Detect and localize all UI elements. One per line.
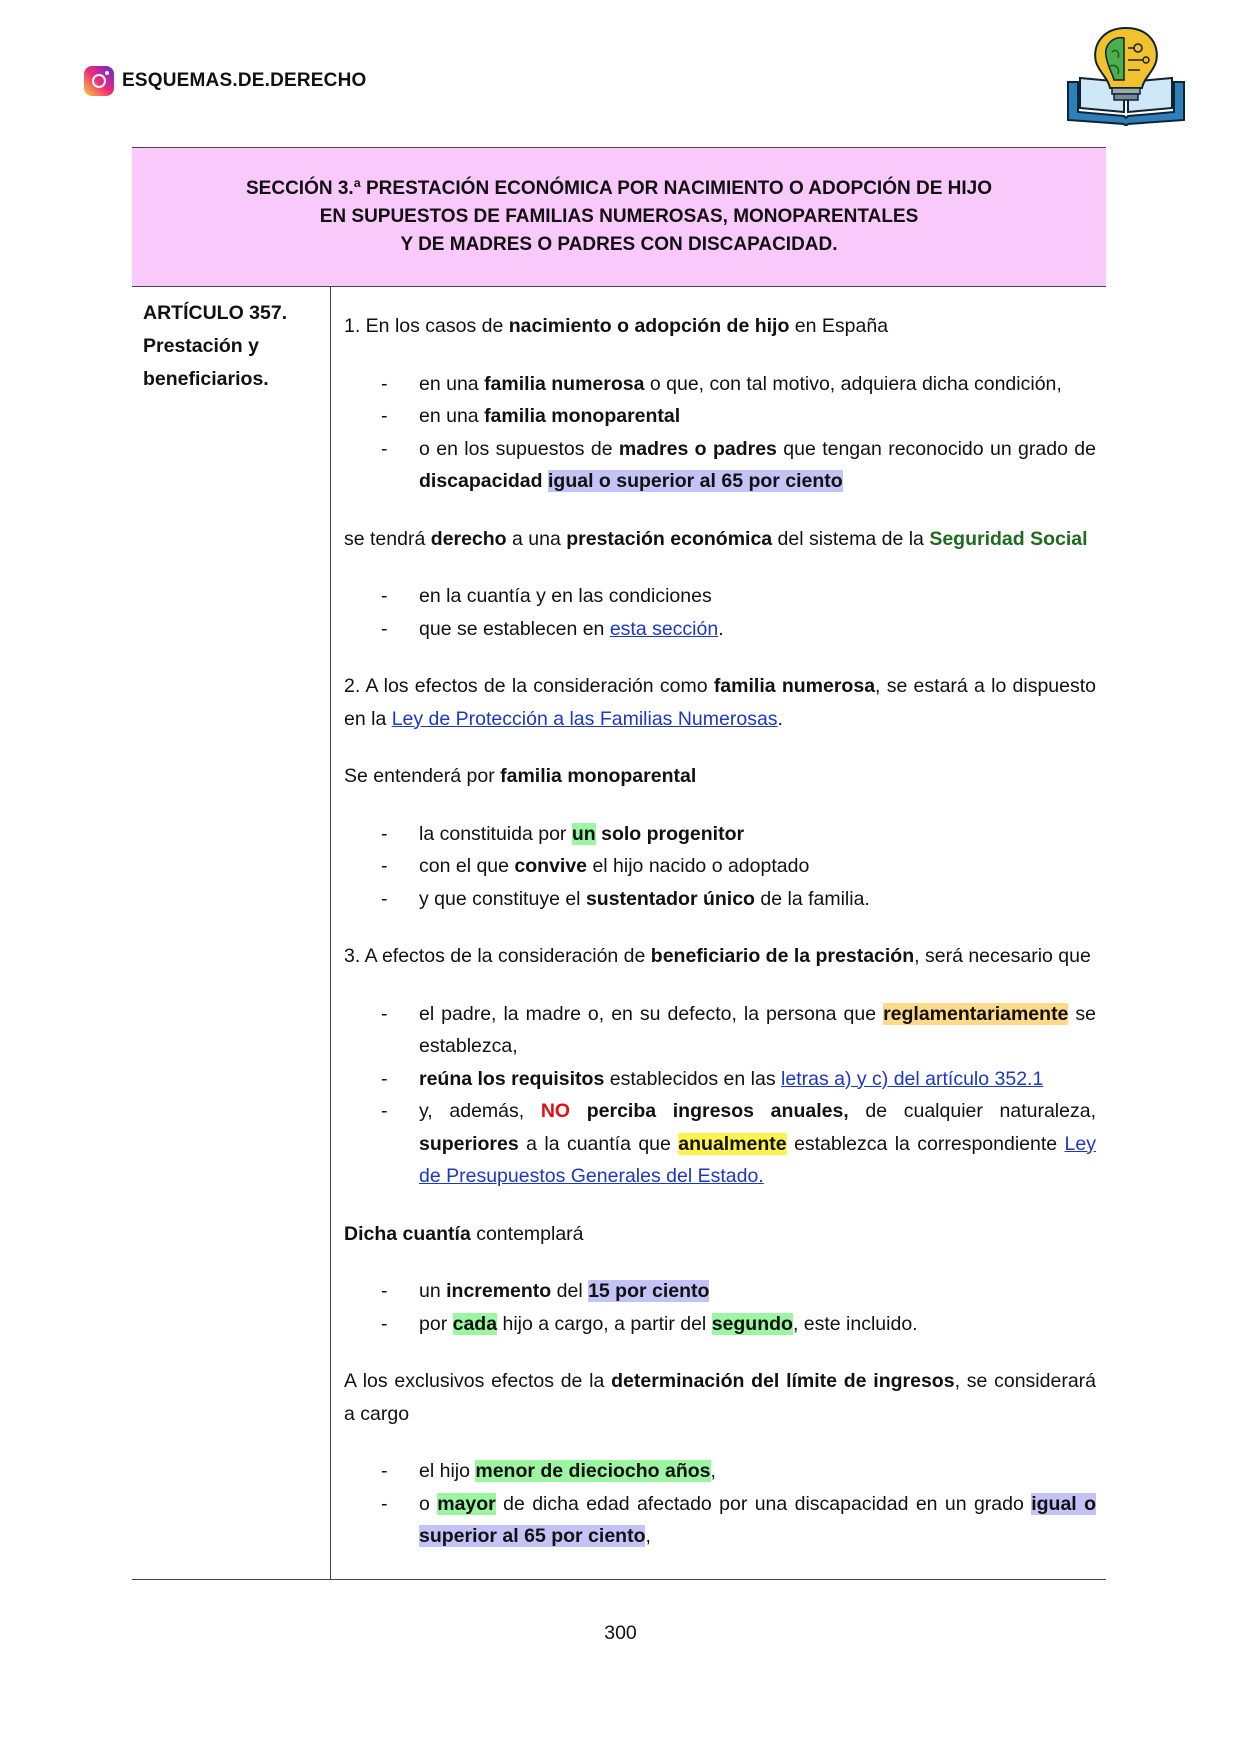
- bold-text: reúna los requisitos: [419, 1067, 605, 1090]
- list-item: [344, 850, 1096, 883]
- list-item: [344, 883, 1096, 916]
- paragraph-1: [344, 310, 1096, 343]
- text: con el que: [419, 855, 515, 877]
- text: o en los supuestos de: [419, 437, 619, 460]
- list-item: [344, 998, 1096, 1063]
- text: Se entenderá por: [344, 765, 501, 787]
- list-item: [344, 368, 1096, 401]
- ley-presupuestos-link[interactable]: Ley de Presupuestos Generales del Estado.: [419, 1132, 1096, 1187]
- article-title: [132, 287, 331, 1580]
- text: el padre, la madre o, en su defecto, la persona que: [419, 1002, 884, 1025]
- bold-text: madres o padres: [618, 437, 777, 460]
- bold-text: convive: [514, 855, 588, 877]
- page-number: 300: [604, 1622, 637, 1644]
- article-name-line-1: Prestación y: [143, 335, 259, 357]
- list-4: [344, 998, 1096, 1193]
- bold-text: beneficiario de la prestación: [650, 945, 915, 967]
- list-item: [344, 1455, 1096, 1488]
- list-item: [344, 1308, 1096, 1341]
- text: ,: [710, 1460, 716, 1482]
- highlight-blue: igual o superior al 65 por ciento: [419, 1492, 1096, 1547]
- text: .: [718, 617, 724, 640]
- instagram-icon: [84, 66, 114, 96]
- text: , será necesario que: [914, 945, 1091, 967]
- seguridad-social-text: Seguridad Social: [929, 527, 1088, 550]
- text: un: [419, 1280, 447, 1302]
- text: el hijo: [419, 1460, 476, 1482]
- list-item: [344, 1488, 1096, 1553]
- paragraph-7: [344, 1365, 1096, 1430]
- list-item: - en la cuantía y en las condiciones: [344, 580, 1096, 613]
- text: establecidos en las: [604, 1067, 782, 1090]
- list-item: [344, 433, 1096, 498]
- highlight-green: cada: [452, 1312, 498, 1335]
- text: el hijo nacido o adoptado: [587, 855, 810, 877]
- text: de dicha edad afectado por una discapacidad en un grado: [495, 1492, 1032, 1515]
- paragraph-2: [344, 523, 1096, 556]
- list-5: [344, 1275, 1096, 1340]
- list-item: [344, 400, 1096, 433]
- text: A los exclusivos efectos de la: [344, 1370, 612, 1392]
- bold-text: nacimiento o adopción de hijo: [508, 315, 790, 337]
- text: establezca la correspondiente: [786, 1132, 1065, 1155]
- text: , se estará a lo dispuesto en la: [344, 675, 1097, 730]
- text: , este incluido.: [792, 1312, 918, 1335]
- brand: [84, 66, 367, 96]
- text: a la cuantía que: [518, 1132, 679, 1155]
- paragraph-3: [344, 670, 1096, 735]
- text: a una: [506, 527, 567, 550]
- article-name-line-2: beneficiarios.: [143, 368, 269, 390]
- text: hijo a cargo, a partir del: [497, 1312, 712, 1335]
- brain-lightbulb-book-icon: [1062, 22, 1190, 126]
- paragraph-6: [344, 1218, 1096, 1251]
- highlight-orange: reglamentariamente: [883, 1002, 1069, 1025]
- text: o: [419, 1492, 438, 1515]
- no-text: NO: [540, 1100, 571, 1122]
- bold-text: determinación del límite de ingresos: [611, 1370, 955, 1392]
- bold-text: sustentador único: [585, 887, 755, 910]
- bold-text: discapacidad: [419, 470, 543, 492]
- bold-text: Dicha cuantía: [344, 1222, 471, 1245]
- text: 2. A los efectos de la consideración como: [344, 675, 714, 697]
- paragraph-4: [344, 760, 1096, 793]
- esta-seccion-link[interactable]: esta sección: [609, 617, 719, 640]
- text: y que constituye el: [419, 887, 586, 910]
- bold-text: familia numerosa: [713, 675, 876, 697]
- list-1: [344, 368, 1096, 498]
- bold-text: derecho: [430, 527, 507, 550]
- text: se establezca,: [419, 1002, 1097, 1057]
- paragraph-5: [344, 940, 1096, 973]
- bold-text: familia numerosa: [484, 372, 645, 395]
- text: del sistema de la: [772, 527, 930, 550]
- list-2: [344, 580, 1096, 645]
- highlight-green: menor de dieciocho años: [475, 1460, 711, 1482]
- section-title-line-3: Y DE MADRES O PADRES CON DISCAPACIDAD.: [400, 234, 838, 255]
- text: .: [777, 707, 783, 730]
- ley-familias-numerosas-link[interactable]: Ley de Protección a las Familias Numerosas: [391, 707, 778, 730]
- list-item: [344, 1063, 1096, 1096]
- text: 1. En los casos de: [344, 315, 509, 337]
- section-header: [132, 147, 1106, 287]
- bold-text: familia monoparental: [500, 765, 697, 787]
- bold-text: perciba ingresos anuales,: [586, 1100, 849, 1122]
- bold-text: solo progenitor: [601, 822, 745, 845]
- text: o que, con tal motivo, adquiera dicha condición,: [644, 372, 1062, 395]
- bold-text: superiores: [419, 1132, 519, 1155]
- list-item: [344, 1275, 1096, 1308]
- list-3: [344, 818, 1096, 916]
- text: se tendrá: [344, 527, 431, 550]
- text: que tengan reconocido un grado de: [776, 437, 1096, 460]
- list-item: [344, 1095, 1096, 1193]
- articulo-352-link[interactable]: letras a) y c) del artículo 352.1: [781, 1067, 1044, 1090]
- highlight-green: segundo: [711, 1312, 793, 1335]
- text: por: [419, 1312, 453, 1335]
- text: que se establecen en: [419, 617, 610, 640]
- bold-text: incremento: [446, 1280, 552, 1302]
- text: en una: [419, 405, 485, 427]
- table-bottom-border: [132, 1579, 1106, 1580]
- text: de la familia.: [754, 887, 870, 910]
- section-title-line-2: EN SUPUESTOS DE FAMILIAS NUMEROSAS, MONOPARENTALES: [319, 206, 919, 227]
- bold-text: familia monoparental: [484, 405, 681, 427]
- list-item: [344, 613, 1096, 646]
- highlight-green: un: [571, 822, 596, 845]
- text: , se considerará a cargo: [344, 1370, 1096, 1425]
- section-title-line-1: SECCIÓN 3.ª PRESTACIÓN ECONÓMICA POR NACIMIENTO O ADOPCIÓN DE HIJO: [246, 178, 992, 199]
- list-6: [344, 1455, 1096, 1553]
- text: la constituida por: [419, 822, 572, 845]
- bold-text: prestación económica: [566, 527, 773, 550]
- list-item: [344, 818, 1096, 851]
- highlight-blue: 15 por ciento: [588, 1280, 710, 1302]
- text: contemplará: [470, 1222, 584, 1245]
- text: ,: [645, 1525, 651, 1547]
- highlight-green: mayor: [437, 1492, 496, 1515]
- article-body: [344, 310, 1096, 1553]
- highlight-yellow: anualmente: [678, 1132, 787, 1155]
- highlight-blue: igual o superior al 65 por ciento: [547, 470, 843, 492]
- text: en España: [789, 315, 889, 337]
- text: 3. A efectos de la consideración de: [344, 945, 651, 967]
- article-number: ARTÍCULO 357.: [143, 302, 288, 324]
- text: y, además,: [419, 1100, 541, 1122]
- text: del: [551, 1280, 589, 1302]
- brand-name: ESQUEMAS.DE.DERECHO: [122, 70, 367, 91]
- text: de cualquier naturaleza,: [848, 1100, 1097, 1122]
- text: en una: [419, 372, 485, 395]
